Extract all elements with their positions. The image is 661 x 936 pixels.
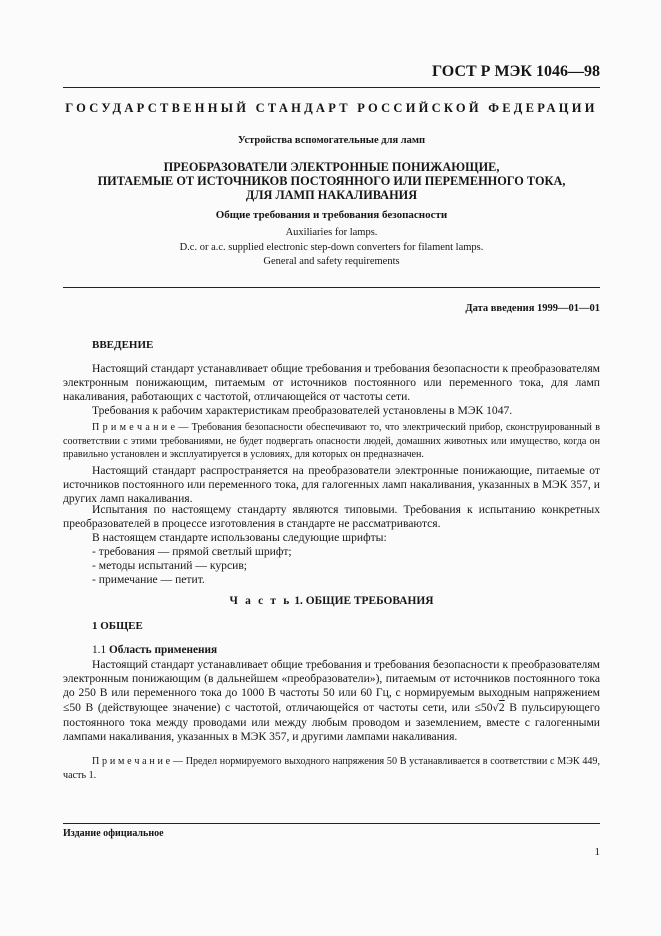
english-title-line: Auxiliaries for lamps. xyxy=(285,227,378,238)
note-label: П р и м е ч а н и е — xyxy=(92,422,189,433)
english-title-line: General and safety requirements xyxy=(263,256,400,267)
document-code: ГОСТ Р МЭК 1046—98 xyxy=(432,63,600,80)
subtitle: Общие требования и требования безопасности xyxy=(215,209,448,221)
state-standard-title: ГОСУДАРСТВЕННЫЙ СТАНДАРТ РОССИЙСКОЙ ФЕДЕРАЦИИ xyxy=(65,101,598,115)
intro-note: П р и м е ч а н и е — Требования безопасности обеспечивают то, что электрический прибор, сконструированный в соответствии с этими требованиями, не будет подвергать опасности людей, домашних животных или имущество, когда он правильно установлен и эксплуатируется в условиях, для которых он предназначен. xyxy=(63,422,600,461)
intro-paragraph: В настоящем стандарте использованы следующие шрифты: xyxy=(92,531,387,544)
main-title-line: ПРЕОБРАЗОВАТЕЛИ ЭЛЕКТРОННЫЕ ПОНИЖАЮЩИЕ, xyxy=(163,160,500,174)
footer-rule xyxy=(63,823,600,824)
main-title xyxy=(63,160,600,202)
subject-line: Устройства вспомогательные для ламп xyxy=(237,135,426,146)
fonts-list xyxy=(92,545,600,588)
intro-paragraph: Требования к рабочим характеристикам преобразователей установлены в МЭК 1047. xyxy=(92,404,513,417)
scope-note: П р и м е ч а н и е — Предел нормируемого выходного напряжения 50 В устанавливается в соответствии с МЭК 449, часть 1. xyxy=(63,756,600,781)
page-number: 1 xyxy=(594,846,600,858)
scope-paragraph: Настоящий стандарт устанавливает общие требования и требования безопасности к преобразователям электронным понижающим (в дальнейшем «преобразователи»), питаемым от источников постоянного тока до 250 В или переменного тока до 1000 В частоты 50 или 60 Гц, с нормируемым выходным напряжением ≤50 В (действующее значение) с частотой, отличающейся от частоты сети, или ≤50√2 В пульсирующего постоянного тока между проводами или между любым проводом и заземлением, вместе с галогенными лампами накаливания, указанных в МЭК 357, и другими лампами накаливания. xyxy=(63,658,600,744)
subsection-title: Область применения xyxy=(108,644,218,656)
subsection-heading xyxy=(92,644,217,656)
introduction-date: Дата введения 1999—01—01 xyxy=(465,303,600,314)
section-heading: 1 ОБЩЕЕ xyxy=(92,620,143,632)
intro-paragraph: Испытания по настоящему стандарту являются типовыми. Требования к испытанию конкретных преобразователей в процессе изготовления в стандарте не рассматриваются. xyxy=(63,503,600,531)
intro-paragraph: Настоящий стандарт устанавливает общие требования и требования безопасности к преобразователям электронным понижающим, питаемым от источников постоянного или переменного тока, для ламп накаливания, работающих с частотой, отличающейся от частоты сети. xyxy=(63,362,600,404)
part-title xyxy=(63,595,600,607)
main-title-line: ПИТАЕМЫЕ ОТ ИСТОЧНИКОВ ПОСТОЯННОГО ИЛИ ПЕРЕМЕННОГО ТОКА, xyxy=(97,174,566,188)
sqrt-sign: √ xyxy=(492,702,499,714)
part-label: Ч а с т ь xyxy=(229,595,292,607)
sqrt-value: 2 xyxy=(498,700,505,714)
english-title xyxy=(63,226,600,270)
main-title-line: ДЛЯ ЛАМП НАКАЛИВАНИЯ xyxy=(245,188,418,202)
list-item: - требования — прямой светлый шрифт; xyxy=(92,545,292,558)
list-item: - методы испытаний — курсив; xyxy=(92,559,248,573)
subsection-number: 1.1 xyxy=(92,644,107,656)
note-label: П р и м е ч а н и е — xyxy=(92,756,183,767)
intro-heading: ВВЕДЕНИЕ xyxy=(92,339,154,351)
english-title-line: D.c. or a.c. supplied electronic step-down converters for filament lamps. xyxy=(179,241,484,253)
title-rule xyxy=(63,287,600,288)
top-rule xyxy=(63,87,600,88)
list-item: - примечание — петит. xyxy=(92,573,205,587)
edition-label: Издание официальное xyxy=(63,828,164,839)
intro-paragraph: Настоящий стандарт распространяется на преобразователи электронные понижающие, питаемые от источников постоянного или переменного тока, для галогенных ламп накаливания, указанных в МЭК 357, и других ламп накаливания. xyxy=(63,464,600,506)
part-name: 1. ОБЩИЕ ТРЕБОВАНИЯ xyxy=(294,595,434,607)
